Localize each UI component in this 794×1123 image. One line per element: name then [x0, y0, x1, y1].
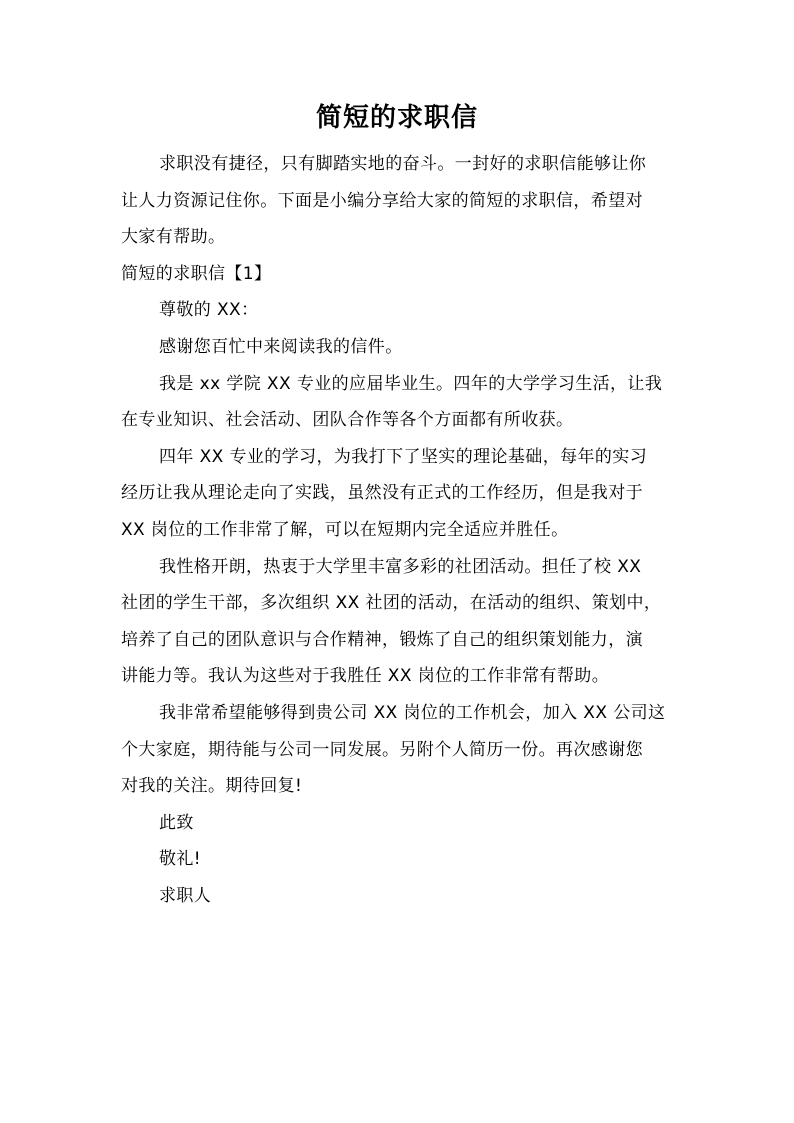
intro-line: 让人力资源记住你。下面是小编分享给大家的简短的求职信，希望对 — [121, 190, 643, 211]
signature-line: 求职人 — [159, 885, 212, 906]
letter-paragraph-1 — [121, 366, 681, 439]
closing-line-2: 敬礼! — [159, 849, 202, 870]
salutation: 尊敬的 XX： — [159, 300, 259, 321]
letter-paragraph-4 — [121, 695, 681, 805]
paragraph-line: XX 岗位的工作非常了解，可以在短期内完全适应并胜任。 — [121, 519, 569, 540]
paragraph-line: 对我的关注。期待回复! — [121, 776, 303, 797]
thanks-line: 感谢您百忙中来阅读我的信件。 — [159, 336, 403, 357]
paragraph-line: 我性格开朗，热衷于大学里丰富多彩的社团活动。担任了校 XX — [159, 556, 642, 577]
intro-line: 大家有帮助。 — [121, 227, 226, 248]
document-body — [121, 146, 681, 914]
paragraph-line: 我是 xx 学院 XX 专业的应届毕业生。四年的大学学习生活，让我 — [159, 373, 663, 394]
letter-paragraph-3 — [121, 549, 681, 695]
section-heading: 简短的求职信【1】 — [121, 263, 272, 284]
paragraph-line: 在专业知识、社会活动、团队合作等各个方面都有所收获。 — [121, 410, 574, 431]
paragraph-line: 社团的学生干部，多次组织 XX 社团的活动，在活动的组织、策划中， — [121, 593, 662, 614]
paragraph-line: 四年 XX 专业的学习，为我打下了坚实的理论基础，每年的实习 — [159, 446, 648, 467]
intro-paragraph — [121, 146, 681, 256]
paragraph-line: 讲能力等。我认为这些对于我胜任 XX 岗位的工作非常有帮助。 — [121, 666, 610, 687]
closing-line-1: 此致 — [159, 812, 194, 833]
document-title: 简短的求职信 — [315, 103, 478, 133]
paragraph-line: 个大家庭，期待能与公司一同发展。另附个人简历一份。再次感谢您 — [121, 739, 643, 760]
intro-line: 求职没有捷径，只有脚踏实地的奋斗。一封好的求职信能够让你 — [159, 154, 647, 174]
paragraph-line: 经历让我从理论走向了实践，虽然没有正式的工作经历，但是我对于 — [121, 483, 643, 504]
letter-paragraph-2 — [121, 439, 681, 549]
paragraph-line: 我非常希望能够得到贵公司 XX 岗位的工作机会，加入 XX 公司这 — [159, 702, 666, 723]
paragraph-line: 培养了自己的团队意识与合作精神，锻炼了自己的组织策划能力，演 — [121, 629, 643, 650]
